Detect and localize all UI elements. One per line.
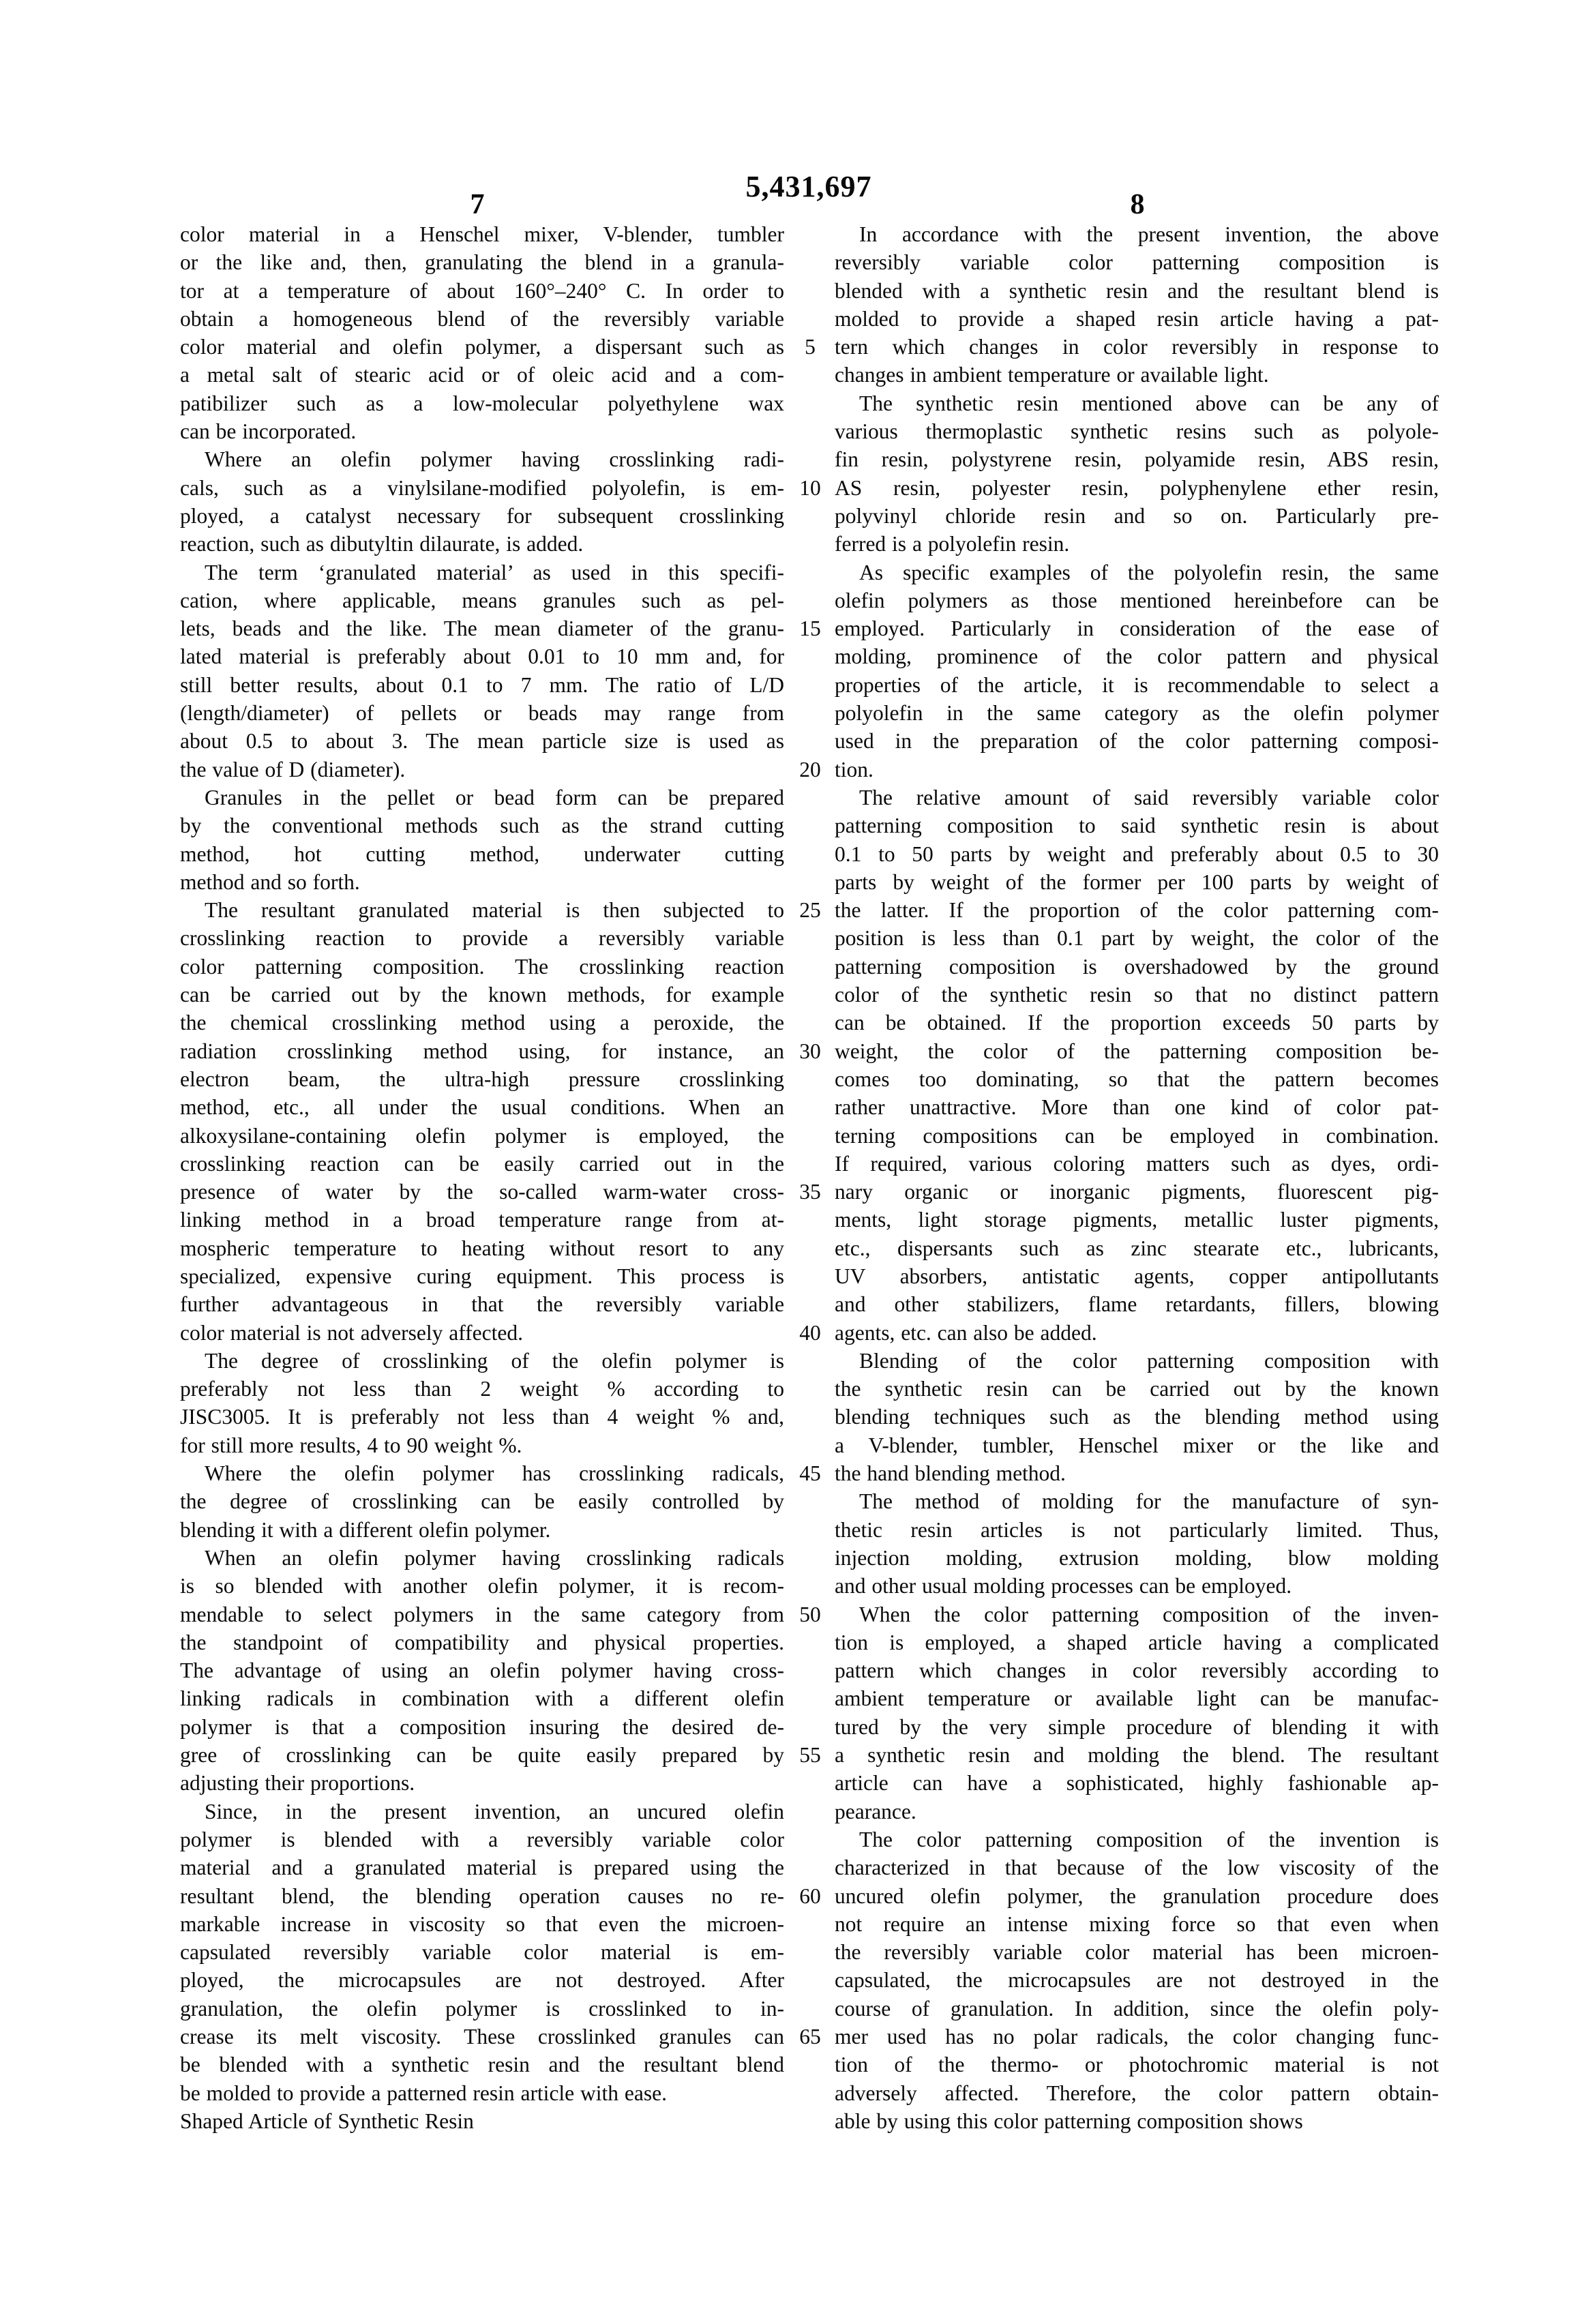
text-line: The degree of crosslinking of the olefin polymer is <box>205 1348 784 1373</box>
text-line: the value of D (diameter). <box>180 757 406 781</box>
text-line: The synthetic resin mentioned above can be any of <box>859 391 1439 415</box>
text-line: The resultant granulated material is then subjected to <box>205 898 784 923</box>
text-line: (length/diameter) of pellets or beads may range from <box>180 701 784 726</box>
text-line: The method of molding for the manufacture of syn- <box>859 1489 1439 1514</box>
patent-number: 5,431,697 <box>745 170 872 203</box>
text-line: etc., dispersants such as zinc stearate etc., lubricants, <box>835 1236 1439 1260</box>
text-line: color material is not adversely affected. <box>180 1320 523 1345</box>
text-line: comes too dominating, so that the pattern becomes <box>835 1067 1439 1091</box>
text-line: a synthetic resin and molding the blend. The resultant <box>835 1743 1439 1768</box>
text-line: radiation crosslinking method using, for instance, an <box>180 1039 784 1063</box>
text-line: linking method in a broad temperature range from at- <box>180 1208 784 1232</box>
text-line: Granules in the pellet or bead form can be prepared <box>205 785 784 809</box>
text-line: mer used has no polar radicals, the color changing func- <box>835 2025 1439 2049</box>
text-line: JISC3005. It is preferably not less than 4 weight % and, <box>180 1405 784 1429</box>
text-line: the hand blending method. <box>835 1461 1066 1486</box>
text-line: method, hot cutting method, underwater cutting <box>180 841 784 866</box>
text-line: blending techniques such as the blending method using <box>835 1405 1439 1429</box>
text-line: specialized, expensive curing equipment. This process is <box>180 1264 784 1288</box>
text-line: tion. <box>835 757 874 781</box>
gutter-line-numbers <box>784 0 836 2324</box>
text-line: be blended with a synthetic resin and the resultant blend <box>180 2053 784 2077</box>
text-line: ambient temperature or available light can be manufac- <box>835 1686 1439 1711</box>
text-line: be molded to provide a patterned resin article with ease. <box>180 2081 667 2105</box>
text-line: linking radicals in combination with a different olefin <box>180 1686 784 1711</box>
text-line: the latter. If the proportion of the color patterning com- <box>835 898 1439 923</box>
text-line: pearance. <box>835 1799 916 1823</box>
text-line: can be incorporated. <box>180 419 357 444</box>
text-line: mospheric temperature to heating without resort to any <box>180 1236 784 1260</box>
text-line: changes in ambient temperature or available light. <box>835 363 1269 387</box>
text-line: When the color patterning composition of the inven- <box>859 1602 1439 1626</box>
text-line: tern which changes in color reversibly in response to <box>835 335 1439 359</box>
text-line: position is less than 0.1 part by weight, the color of the <box>835 926 1439 951</box>
text-line: not require an intense mixing force so that even when <box>835 1911 1439 1936</box>
text-line: tion is employed, a shaped article having a complicated <box>835 1630 1439 1654</box>
text-line: ments, light storage pigments, metallic luster pigments, <box>835 1208 1439 1232</box>
text-line: polyvinyl chloride resin and so on. Particularly pre- <box>835 503 1439 528</box>
text-line: preferably not less than 2 weight % according to <box>180 1377 784 1401</box>
text-line: presence of water by the so-called warm-water cross- <box>180 1180 784 1204</box>
text-line: method, etc., all under the usual conditions. When an <box>180 1095 784 1120</box>
gutter-line-number: 60 <box>799 1883 821 1908</box>
gutter-line-number: 20 <box>799 757 821 781</box>
text-line: the synthetic resin can be carried out by the known <box>835 1377 1439 1401</box>
text-line: thetic resin articles is not particularly limited. Thus, <box>835 1517 1439 1542</box>
text-line: color patterning composition. The crosslinking reaction <box>180 954 784 979</box>
text-line: tor at a temperature of about 160°–240° C. In order to <box>180 278 784 303</box>
gutter-line-number: 30 <box>799 1039 821 1063</box>
text-line: uncured olefin polymer, the granulation procedure does <box>835 1883 1439 1908</box>
text-line: is so blended with another olefin polymer, it is recom- <box>180 1574 784 1598</box>
text-line: characterized in that because of the low viscosity of the <box>835 1856 1439 1880</box>
text-line: If required, various coloring matters such as dyes, ordi- <box>835 1151 1439 1176</box>
text-line: the chemical crosslinking method using a peroxide, the <box>180 1011 784 1035</box>
text-line: patterning composition is overshadowed by the ground <box>835 954 1439 979</box>
text-line: for still more results, 4 to 90 weight %. <box>180 1433 522 1457</box>
text-line: patibilizer such as a low-molecular polyethylene wax <box>180 391 784 415</box>
text-line: polymer is blended with a reversibly variable color <box>180 1827 784 1851</box>
text-line: lated material is preferably about 0.01 to 10 mm and, for <box>180 644 784 669</box>
text-line: further advantageous in that the reversibly variable <box>180 1292 784 1317</box>
text-line: lets, beads and the like. The mean diameter of the granu- <box>180 616 784 641</box>
text-line: employed. Particularly in consideration of the ease of <box>835 616 1439 641</box>
gutter-line-number: 5 <box>805 335 816 359</box>
gutter-line-number: 15 <box>799 616 821 641</box>
text-line: and other stabilizers, flame retardants, fillers, blowing <box>835 1292 1439 1317</box>
text-line: markable increase in viscosity so that even the microen- <box>180 1911 784 1936</box>
right-column-text <box>835 220 1439 2135</box>
text-line: polyolefin in the same category as the olefin polymer <box>835 701 1439 726</box>
text-line: pattern which changes in color reversibly according to <box>835 1658 1439 1683</box>
text-line: capsulated reversibly variable color material is em- <box>180 1940 784 1965</box>
text-line: patterning composition to said synthetic resin is about <box>835 814 1439 838</box>
left-column-text <box>180 220 784 2135</box>
text-line: injection molding, extrusion molding, blow molding <box>835 1545 1439 1570</box>
text-line: can be carried out by the known methods, for example <box>180 983 784 1007</box>
text-line: In accordance with the present invention, the above <box>859 222 1439 246</box>
text-line: mendable to select polymers in the same category from <box>180 1602 784 1626</box>
text-line: crosslinking reaction can be easily carried out in the <box>180 1151 784 1176</box>
text-line: ployed, the microcapsules are not destroyed. After <box>180 1968 784 1993</box>
text-line: Since, in the present invention, an uncured olefin <box>205 1799 784 1823</box>
text-line: capsulated, the microcapsules are not destroyed in the <box>835 1968 1439 1993</box>
text-line: tion of the thermo- or photochromic material is not <box>835 2053 1439 2077</box>
text-line: used in the preparation of the color patterning composi- <box>835 729 1439 754</box>
text-line: properties of the article, it is recommendable to select a <box>835 672 1439 697</box>
text-line: a V-blender, tumbler, Henschel mixer or the like and <box>835 1433 1439 1457</box>
text-line: about 0.5 to about 3. The mean particle size is used as <box>180 729 784 754</box>
section-heading: Shaped Article of Synthetic Resin <box>180 2109 474 2133</box>
text-line: terning compositions can be employed in combination. <box>835 1123 1439 1148</box>
gutter-line-number: 50 <box>799 1602 821 1626</box>
text-line: molding, prominence of the color pattern and physical <box>835 644 1439 669</box>
text-line: a metal salt of stearic acid or of oleic acid and a com- <box>180 363 784 387</box>
text-line: As specific examples of the polyolefin resin, the same <box>859 560 1439 584</box>
text-line: When an olefin polymer having crosslinking radicals <box>205 1545 784 1570</box>
text-line: cation, where applicable, means granules such as pel- <box>180 588 784 612</box>
gutter-line-number: 65 <box>799 2025 821 2049</box>
text-line: color of the synthetic resin so that no distinct pattern <box>835 983 1439 1007</box>
text-line: granulation, the olefin polymer is crosslinked to in- <box>180 1996 784 2021</box>
text-line: The advantage of using an olefin polymer having cross- <box>180 1658 784 1683</box>
text-line: material and a granulated material is prepared using the <box>180 1856 784 1880</box>
text-line: blended with a synthetic resin and the resultant blend is <box>835 278 1439 303</box>
text-line: color material in a Henschel mixer, V-blender, tumbler <box>180 222 784 246</box>
text-line: ployed, a catalyst necessary for subsequent crosslinking <box>180 503 784 528</box>
text-line: rather unattractive. More than one kind of color pat- <box>835 1095 1439 1120</box>
left-column-page-number: 7 <box>470 189 485 220</box>
text-line: course of granulation. In addition, since the olefin poly- <box>835 1996 1439 2021</box>
text-line: article can have a sophisticated, highly fashionable ap- <box>835 1771 1439 1796</box>
text-line: still better results, about 0.1 to 7 mm. The ratio of L/D <box>180 672 784 697</box>
text-line: crosslinking reaction to provide a reversibly variable <box>180 926 784 951</box>
text-line: adversely affected. Therefore, the color pattern obtain- <box>835 2081 1439 2105</box>
text-line: gree of crosslinking can be quite easily prepared by <box>180 1743 784 1768</box>
text-line: crease its melt viscosity. These crosslinked granules can <box>180 2025 784 2049</box>
text-line: tured by the very simple procedure of blending it with <box>835 1714 1439 1739</box>
text-line: cals, such as a vinylsilane-modified polyolefin, is em- <box>180 475 784 500</box>
gutter-line-number: 45 <box>799 1461 821 1486</box>
text-line: Where the olefin polymer has crosslinking radicals, <box>205 1461 784 1486</box>
text-line: nary organic or inorganic pigments, fluorescent pig- <box>835 1180 1439 1204</box>
text-line: resultant blend, the blending operation causes no re- <box>180 1883 784 1908</box>
text-line: by the conventional methods such as the strand cutting <box>180 814 784 838</box>
text-line: parts by weight of the former per 100 parts by weight of <box>835 869 1439 894</box>
text-line: molded to provide a shaped resin article having a pat- <box>835 306 1439 331</box>
text-line: color material and olefin polymer, a dispersant such as <box>180 335 784 359</box>
text-line: agents, etc. can also be added. <box>835 1320 1097 1345</box>
text-line: various thermoplastic synthetic resins such as polyole- <box>835 419 1439 444</box>
text-line: the reversibly variable color material has been microen- <box>835 1940 1439 1965</box>
text-line: and other usual molding processes can be employed. <box>835 1574 1292 1598</box>
gutter-line-number: 35 <box>799 1180 821 1204</box>
text-line: fin resin, polystyrene resin, polyamide resin, ABS resin, <box>835 447 1439 472</box>
text-line: blending it with a different olefin polymer. <box>180 1517 551 1542</box>
text-line: or the like and, then, granulating the blend in a granula- <box>180 250 784 275</box>
gutter-line-number: 10 <box>799 475 821 500</box>
text-line: UV absorbers, antistatic agents, copper antipollutants <box>835 1264 1439 1288</box>
text-line: adjusting their proportions. <box>180 1771 415 1796</box>
text-line: method and so forth. <box>180 869 360 894</box>
text-line: 0.1 to 50 parts by weight and preferably about 0.5 to 30 <box>835 841 1439 866</box>
gutter-line-number: 55 <box>799 1743 821 1768</box>
text-line: can be obtained. If the proportion exceeds 50 parts by <box>835 1011 1439 1035</box>
text-line: alkoxysilane-containing olefin polymer is employed, the <box>180 1123 784 1148</box>
text-line: reaction, such as dibutyltin dilaurate, is added. <box>180 532 584 556</box>
text-line: olefin polymers as those mentioned hereinbefore can be <box>835 588 1439 612</box>
text-line: able by using this color patterning composition shows <box>835 2109 1303 2133</box>
text-line: Blending of the color patterning composition with <box>859 1348 1439 1373</box>
text-line: The relative amount of said reversibly variable color <box>859 785 1439 809</box>
gutter-line-number: 40 <box>799 1320 821 1345</box>
text-line: AS resin, polyester resin, polyphenylene ether resin, <box>835 475 1439 500</box>
text-line: ferred is a polyolefin resin. <box>835 532 1070 556</box>
text-line: The term ‘granulated material’ as used in this specifi- <box>205 560 784 584</box>
text-line: the degree of crosslinking can be easily controlled by <box>180 1489 784 1514</box>
gutter-line-number: 25 <box>799 898 821 923</box>
text-line: weight, the color of the patterning composition be- <box>835 1039 1439 1063</box>
text-line: The color patterning composition of the invention is <box>859 1827 1439 1851</box>
text-line: polymer is that a composition insuring the desired de- <box>180 1714 784 1739</box>
right-column-page-number: 8 <box>1130 189 1145 220</box>
text-line: the standpoint of compatibility and physical properties. <box>180 1630 784 1654</box>
text-line: electron beam, the ultra-high pressure crosslinking <box>180 1067 784 1091</box>
text-line: obtain a homogeneous blend of the reversibly variable <box>180 306 784 331</box>
text-line: reversibly variable color patterning composition is <box>835 250 1439 275</box>
text-line: Where an olefin polymer having crosslinking radi- <box>205 447 784 472</box>
